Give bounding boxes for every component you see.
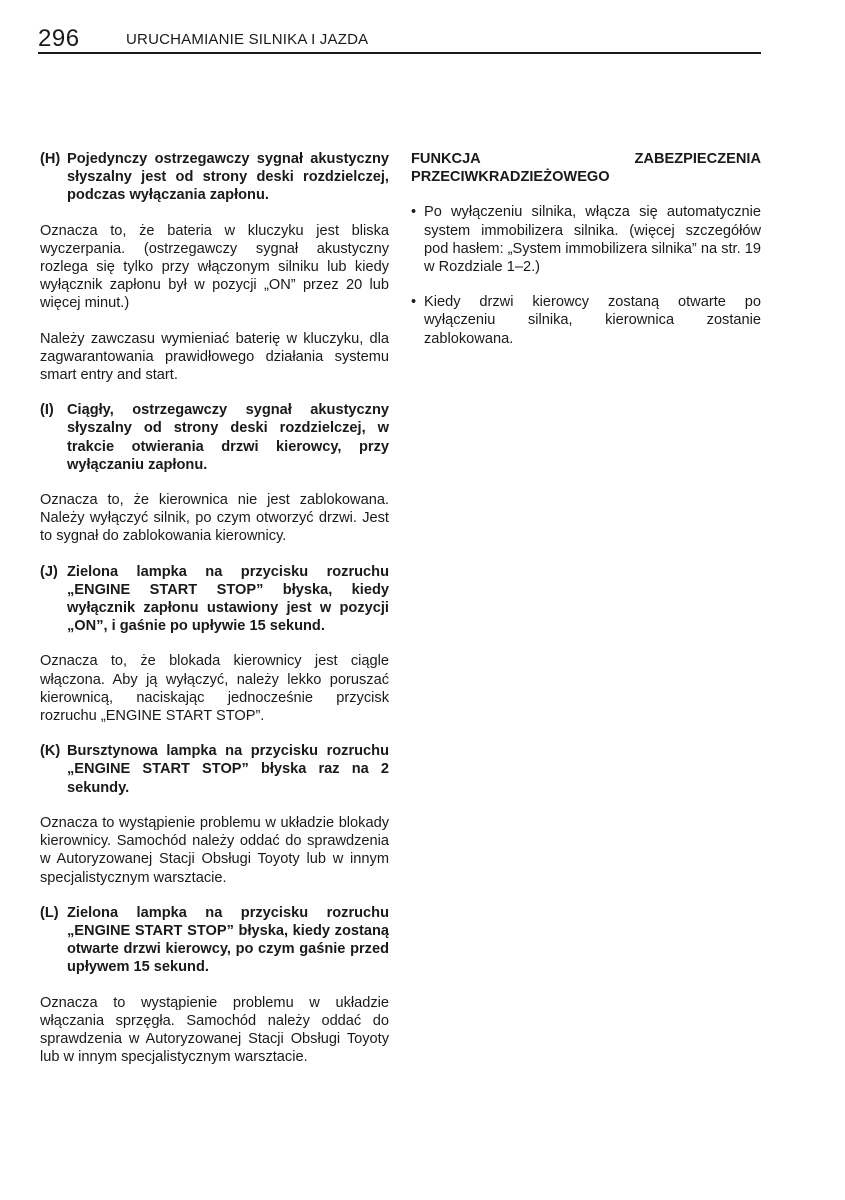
paragraph-i-1: Oznacza to, że kierownica nie jest zablokowana. Należy wyłączyć silnik, po czym otworzyć drzwi. Jest to sygnał do zablokowania kierownicy.: [40, 492, 389, 545]
paragraph-l-1: Oznacza to wystąpienie problemu w układzie włączania sprzęgła. Samochód należy oddać do sprawdzenia w Autoryzowanej Stacji Obsługi Toyoty lub w innym specjalistycznym warsztacie.: [40, 994, 389, 1066]
bullet-item: [411, 293, 761, 348]
item-heading-h: [40, 150, 389, 205]
bullet-dot: •: [411, 204, 417, 221]
item-heading-text-i: Ciągły, ostrzegawczy sygnał akustyczny słyszalny od strony deski rozdzielczej, w trakcie otwierania drzwi kierowcy, przy wyłączaniu zapłonu.: [67, 402, 389, 473]
bullet-text: Po wyłączeniu silnika, włącza się automatycznie system immobilizera silnika. (więcej szczegółów pod hasłem: „System immobilizera silnika” na str. 19 w Rozdziale 1–2.): [424, 204, 761, 276]
item-heading-text-h: Pojedynczy ostrzegawczy sygnał akustyczny słyszalny jest od strony deski rozdzielczej, podczas wyłączania zapłonu.: [67, 151, 389, 204]
paragraph-k-1: Oznacza to wystąpienie problemu w układzie blokady kierownicy. Samochód należy oddać do sprawdzenia w Autoryzowanej Stacji Obsługi Toyoty lub w innym specjalistycznym warsztacie.: [40, 814, 389, 886]
item-marker-j: (J): [40, 563, 58, 580]
paragraph-h-2: Należy zawczasu wymieniać baterię w kluczyku, dla zagwarantowania prawidłowego działania systemu smart entry and start.: [40, 330, 389, 384]
item-marker-h: (H): [40, 151, 61, 167]
item-heading-j: [40, 563, 389, 636]
bullet-dot: •: [411, 294, 417, 311]
right-column: [411, 150, 761, 365]
item-heading-l: [40, 904, 389, 977]
item-heading-text-j: Zielona lampka na przycisku rozruchu „ENGINE START STOP” błyska, kiedy wyłącznik zapłonu ustawiony jest w pozycji „ON”, i gaśnie po upływie 15 sekund.: [67, 563, 389, 635]
item-heading-text-l: Zielona lampka na przycisku rozruchu „ENGINE START STOP” błyska, kiedy zostaną otwarte drzwi kierowcy, po czym gaśnie przed upływem 15 sekund.: [67, 904, 389, 976]
paragraph-j-1: Oznacza to, że blokada kierownicy jest ciągle włączona. Aby ją wyłączyć, należy lekko poruszać kierownicą, naciskając jednocześnie przycisk rozruchu „ENGINE START STOP”.: [40, 653, 389, 725]
bullet-item: [411, 203, 761, 276]
page-number: 296: [38, 25, 80, 52]
bullet-text: Kiedy drzwi kierowcy zostaną otwarte po wyłączeniu silnika, kierownica zostanie zablokowana.: [424, 294, 761, 347]
item-heading-k: [40, 742, 389, 797]
item-heading-i: [40, 401, 389, 474]
item-heading-text-k: Bursztynowa lampka na przycisku rozruchu „ENGINE START STOP” błyska raz na 2 sekundy.: [67, 743, 389, 796]
page-header: [38, 26, 761, 54]
paragraph-h-1: Oznacza to, że bateria w kluczyku jest bliska wyczerpania. (ostrzegawczy sygnał akustyczny rozlega się tylko przy włączonym silniku lub kiedy wyłącznik zapłonu był w pozycji „ON” przez 20 lub więcej minut.): [40, 222, 389, 312]
item-marker-k: (K): [40, 743, 61, 760]
section-title: FUNKCJA ZABEZPIECZENIA PRZECIWKRADZIEŻOWEGO: [411, 151, 761, 186]
left-column: [40, 150, 389, 1083]
item-marker-i: (I): [40, 402, 54, 419]
running-title: URUCHAMIANIE SILNIKA I JAZDA: [126, 31, 369, 48]
item-marker-l: (L): [40, 904, 59, 921]
